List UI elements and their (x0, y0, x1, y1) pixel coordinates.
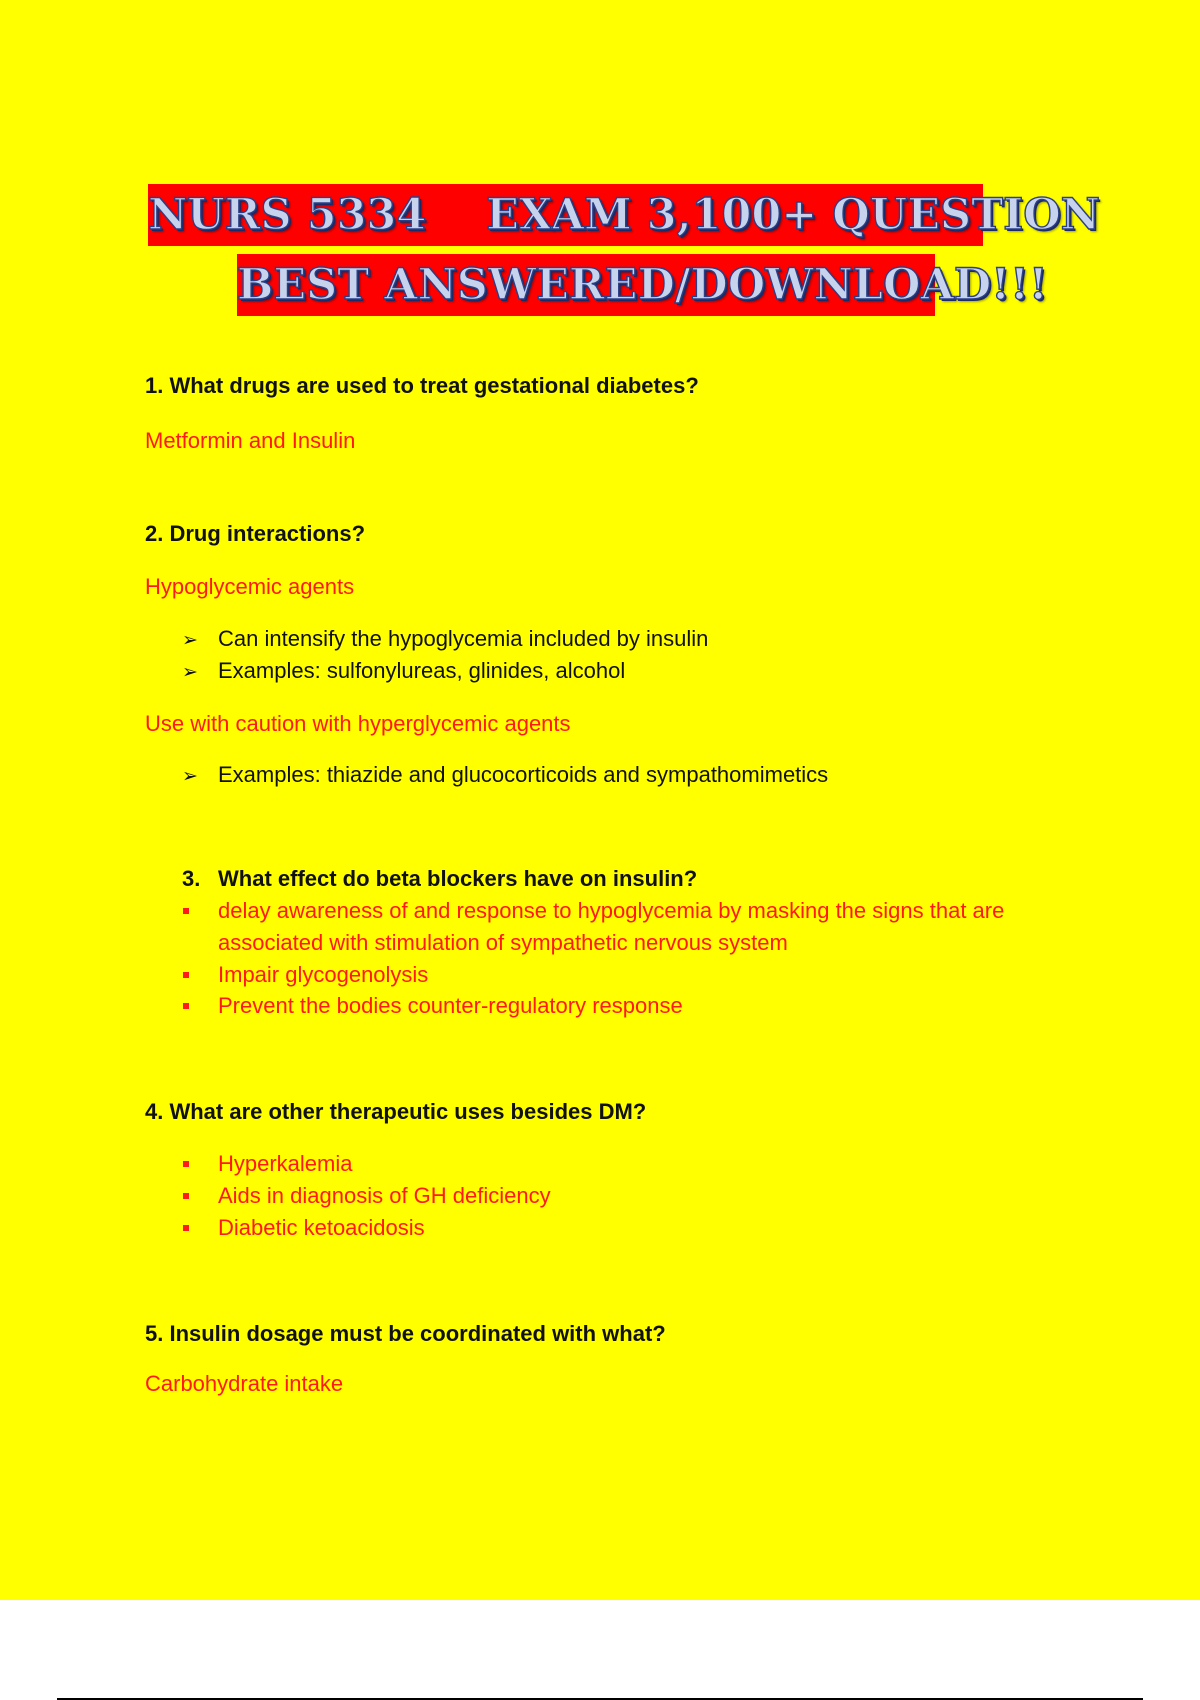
square-bullet-icon (183, 1225, 189, 1231)
list-item-text: delay awareness of and response to hypoglycemia by masking the signs that are associated with stimulation of sympathetic nervous system (218, 898, 1005, 955)
answer-1: Metformin and Insulin (145, 428, 356, 453)
list-item-text: Aids in diagnosis of GH deficiency (218, 1183, 551, 1208)
question-2: 2. Drug interactions? (145, 521, 366, 546)
question-1: 1. What drugs are used to treat gestational diabetes? (145, 373, 699, 398)
list-item (182, 1148, 1088, 1180)
list-item (182, 658, 625, 684)
list-item (182, 762, 828, 788)
square-bullet-icon (183, 908, 189, 914)
list-item (182, 990, 1088, 1022)
list-item-text: Diabetic ketoacidosis (218, 1215, 425, 1240)
list-item-text: Can intensify the hypoglycemia included by insulin (218, 626, 709, 651)
answer-2-heading-1: Hypoglycemic agents (145, 574, 355, 599)
title-line-1: NURS 5334 EXAM 3,100+ QUESTION (148, 184, 983, 246)
question-number: 3. (182, 866, 201, 891)
list-item (182, 959, 1088, 991)
answer-5: Carbohydrate intake (145, 1371, 344, 1396)
list-item (182, 1212, 1088, 1244)
arrow-bullet-icon: ➢ (182, 766, 198, 787)
square-bullet-icon (183, 1003, 189, 1009)
question-text: What effect do beta blockers have on insulin? (218, 866, 698, 891)
list-item-text: Examples: thiazide and glucocorticoids and sympathomimetics (218, 762, 829, 787)
square-bullet-icon (183, 972, 189, 978)
list-item (182, 1180, 1088, 1212)
question-5: 5. Insulin dosage must be coordinated with what? (145, 1321, 666, 1346)
list-item-text: Hyperkalemia (218, 1151, 353, 1176)
arrow-bullet-icon: ➢ (182, 630, 198, 651)
question-4: 4. What are other therapeutic uses besides DM? (145, 1099, 647, 1124)
list-item (182, 626, 708, 652)
square-bullet-icon (183, 1193, 189, 1199)
title-line-2: BEST ANSWERED/DOWNLOAD!!! (237, 254, 935, 316)
square-bullet-icon (183, 1161, 189, 1167)
list-item-text: Impair glycogenolysis (218, 962, 429, 987)
list-item-text: Examples: sulfonylureas, glinides, alcohol (218, 658, 626, 683)
list-item-text: Prevent the bodies counter-regulatory response (218, 993, 683, 1018)
question-3 (182, 866, 697, 892)
answer-2-heading-2: Use with caution with hyperglycemic agents (145, 711, 571, 736)
arrow-bullet-icon: ➢ (182, 662, 198, 683)
list-item (182, 895, 1088, 959)
